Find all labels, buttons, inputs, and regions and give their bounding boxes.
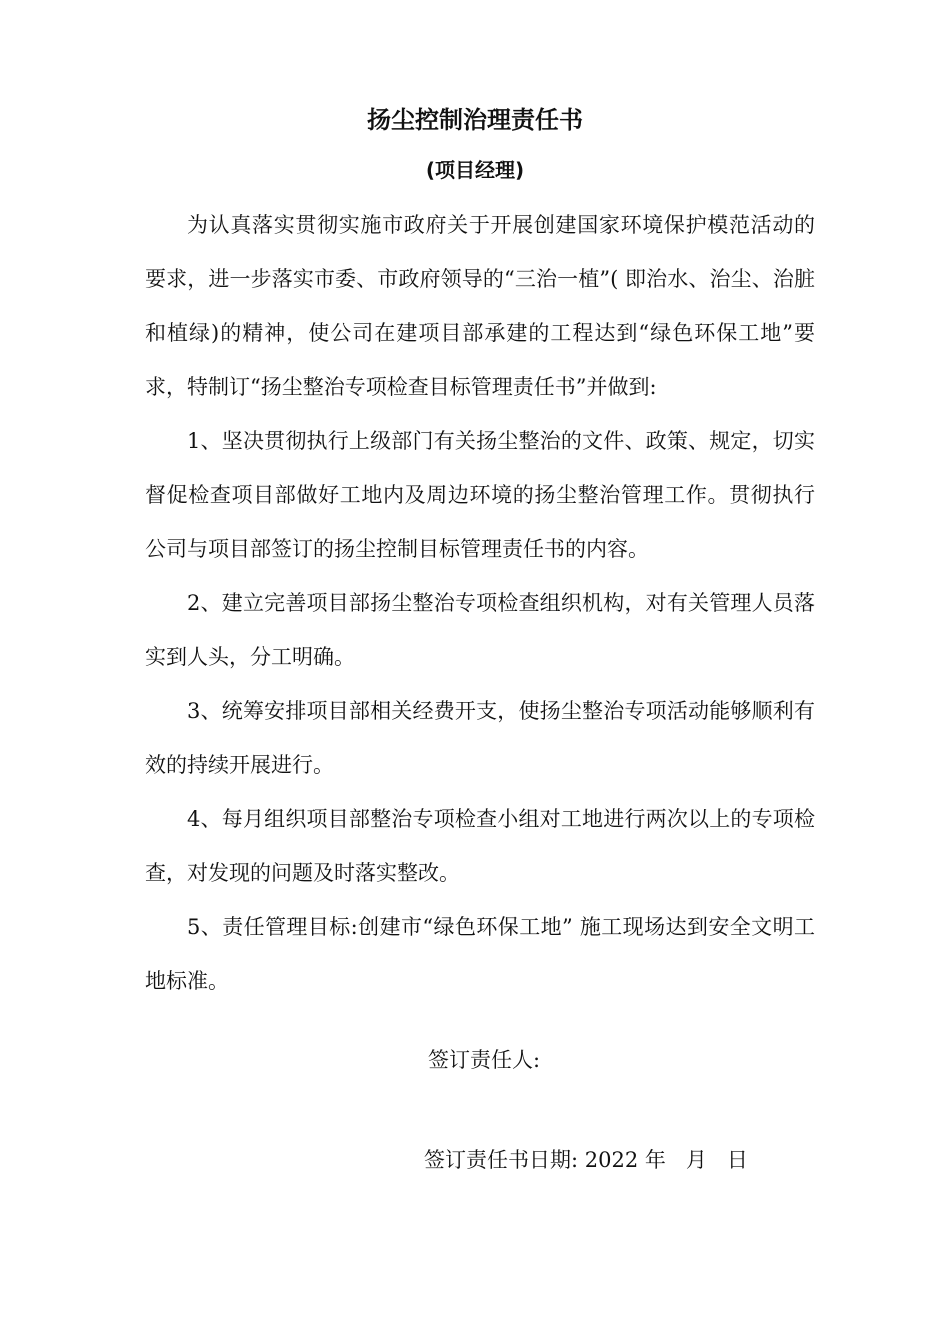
signing-date-line: 签订责任书日期: 2022 年 月 日	[424, 1148, 748, 1172]
document-title: 扬尘控制治理责任书	[367, 106, 583, 134]
clause-3: 3、统筹安排项目部相关经费开支，使扬尘整治专项活动能够顺利有效的持续开展进行。	[145, 699, 815, 777]
intro-paragraph: 为认真落实贯彻实施市政府关于开展创建国家环境保护模范活动的要求，进一步落实市委、市政府领导的“三治一植”( 即治水、治尘、治脏和植绿)的精神，使公司在建项目部承建的工程达到“绿色环保工地”要求，特制订“扬尘整治专项检查目标管理责任书”并做到:	[145, 213, 815, 399]
clause-2: 2、建立完善项目部扬尘整治专项检查组织机构，对有关管理人员落实到人头，分工明确。	[145, 591, 815, 669]
clause-5: 5、责任管理目标:创建市“绿色环保工地” 施工现场达到安全文明工地标准。	[145, 915, 815, 993]
clause-4: 4、每月组织项目部整治专项检查小组对工地进行两次以上的专项检查，对发现的问题及时落实整改。	[145, 807, 815, 885]
clause-1: 1、坚决贯彻执行上级部门有关扬尘整治的文件、政策、规定，切实督促检查项目部做好工地内及周边环境的扬尘整治管理工作。贯彻执行公司与项目部签订的扬尘控制目标管理责任书的内容。	[145, 429, 815, 561]
signatory-label: 签订责任人:	[428, 1048, 541, 1072]
document-body	[145, 198, 815, 1008]
document-subtitle: (项目经理)	[425, 158, 525, 182]
